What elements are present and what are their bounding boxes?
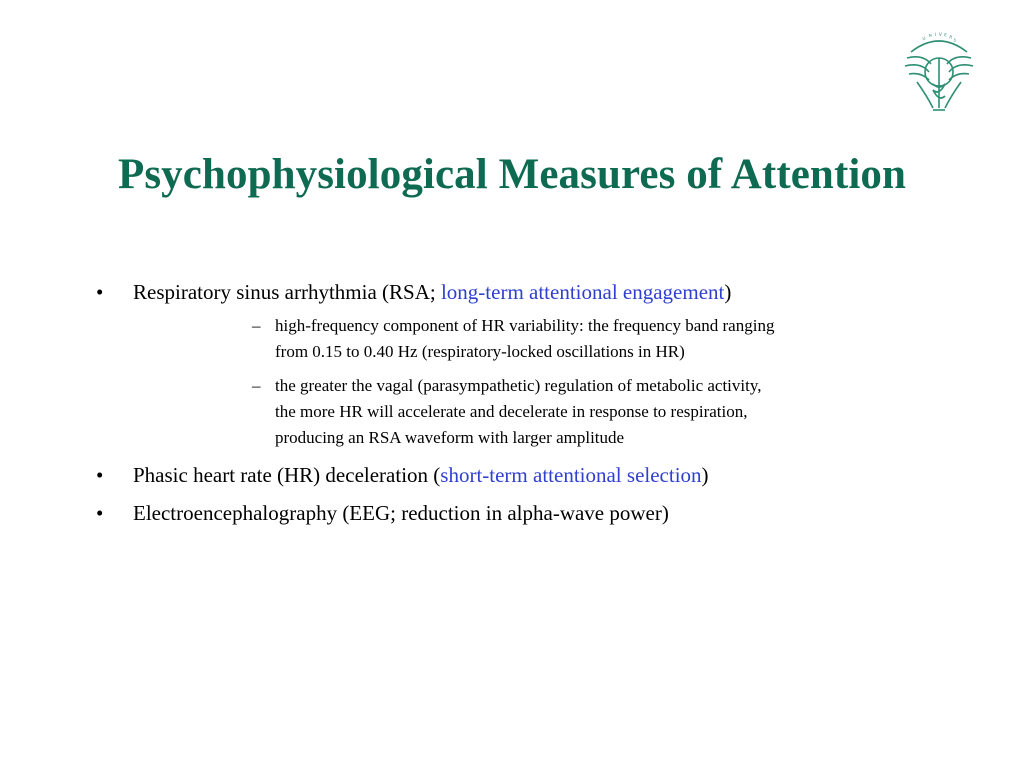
svg-text:S: S [952,37,957,43]
sub-bullet-line: the greater the vagal (parasympathetic) regulation of metabolic activity, [275,376,762,395]
sub-bullet-line: from 0.15 to 0.40 Hz (respiratory-locked oscillations in HR) [275,342,685,361]
svg-text:R: R [948,34,953,40]
bullet-text-prefix: Respiratory sinus arrhythmia (RSA; [133,280,441,304]
svg-text:N: N [928,32,933,38]
sub-bullet-line: high-frequency component of HR variability: the frequency band ranging [275,316,775,335]
bullet-marker: • [96,463,104,487]
sub-bullet-line: the more HR will accelerate and decelerate in response to respiration, [275,402,748,421]
svg-text:E: E [943,32,948,38]
bullet-highlight: long-term attentional engagement [440,280,725,304]
bullet-marker: • [96,501,104,525]
bullet-text-suffix: ) [701,463,709,487]
bullet-text-prefix: Phasic heart rate (HR) deceleration ( [133,463,441,487]
bullet-marker: • [96,280,104,304]
sub-bullet-marker: – [252,376,261,395]
bullet-text [133,279,731,305]
bullet-text-suffix: ) [724,280,732,304]
bullet-text [133,462,709,488]
sub-bullet-line: producing an RSA waveform with larger amplitude [275,428,625,447]
svg-text:I: I [935,32,937,37]
bullet-text: Electroencephalography (EEG; reduction in alpha-wave power) [133,501,669,525]
svg-text:U: U [921,35,927,41]
bullet-highlight: short-term attentional selection [440,463,702,487]
slide-title: Psychophysiological Measures of Attention [117,151,907,198]
sub-bullet-marker: – [252,316,261,335]
svg-text:V: V [939,32,942,37]
